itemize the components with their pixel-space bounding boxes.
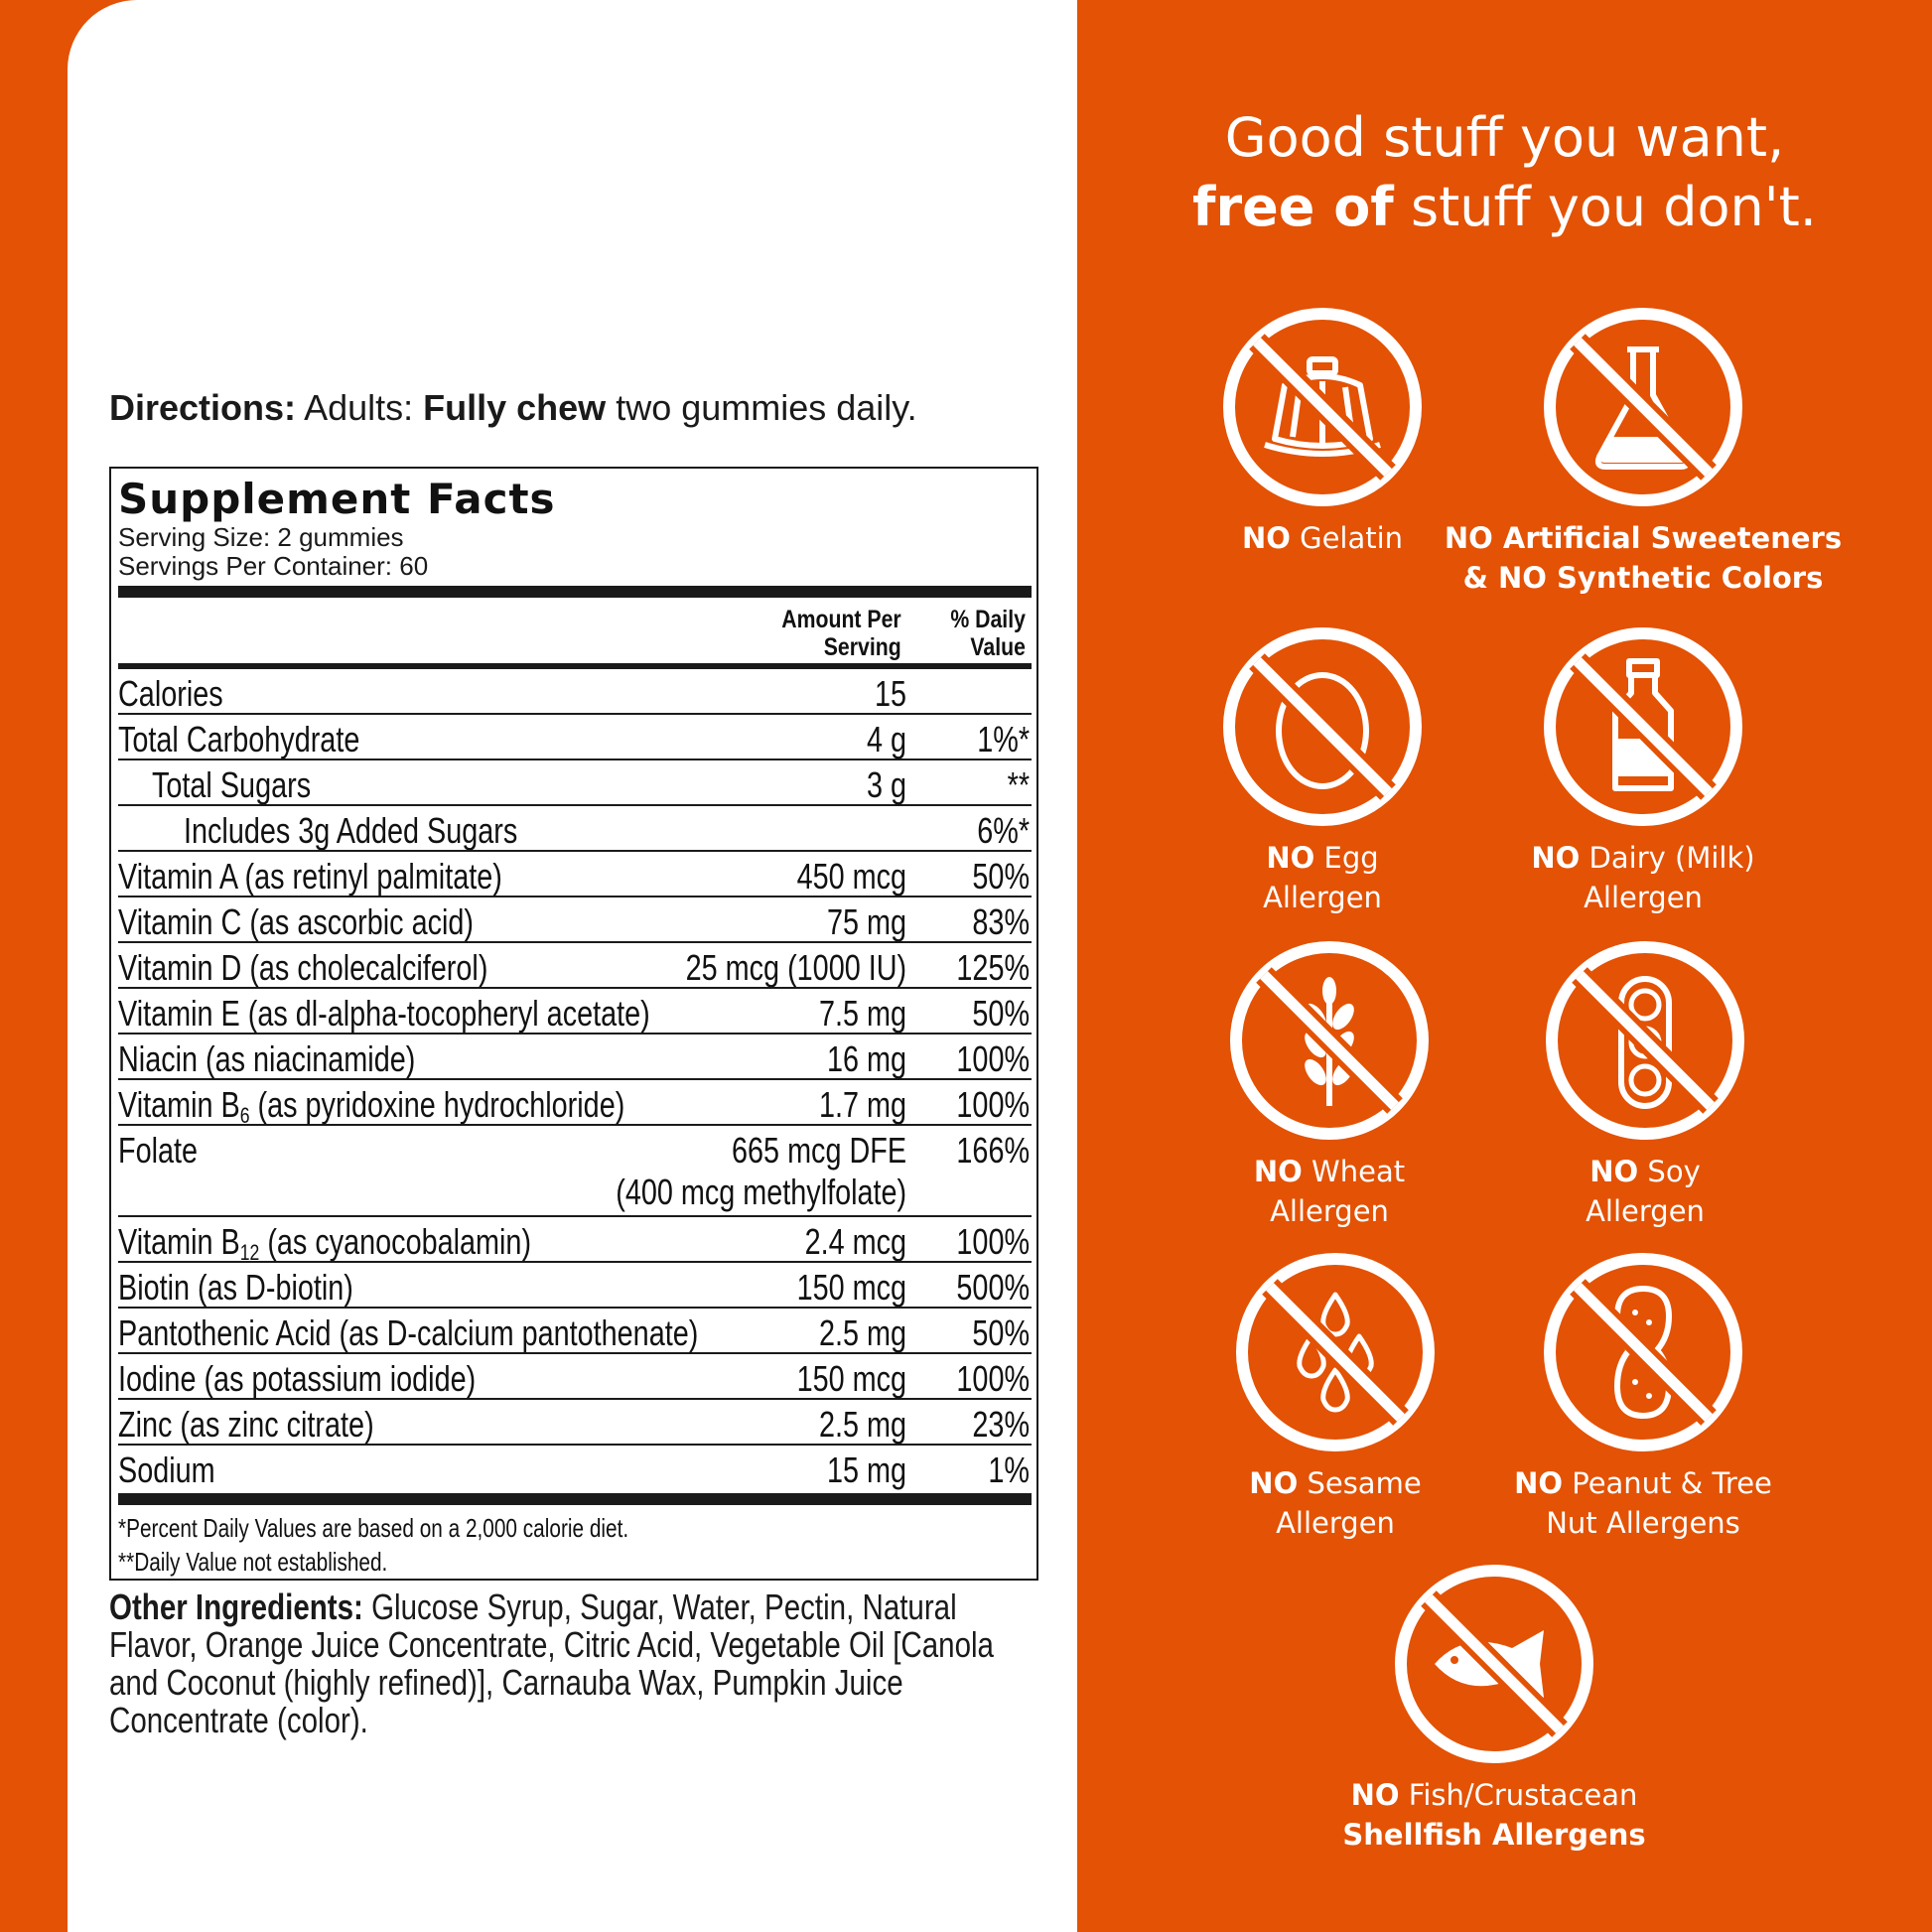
nutrient-amount: 75 mg (826, 901, 906, 942)
nutrient-name: Calories (118, 673, 223, 714)
nutrient-daily-value: 50% (972, 993, 1030, 1034)
nutrient-amount: 3 g (866, 764, 906, 805)
claim-label: NO Fish/Crustacean Shellfish Allergens (1342, 1778, 1646, 1852)
nutrient-daily-value: 500% (956, 1267, 1030, 1308)
nutrient-daily-value: 23% (972, 1404, 1030, 1445)
nutrient-daily-value: 50% (972, 856, 1030, 897)
nutrient-daily-value: ** (1007, 764, 1030, 805)
nutrient-daily-value: 125% (956, 947, 1030, 988)
nutrient-row (118, 806, 1032, 852)
claim-label: NO Artificial Sweeteners & NO Synthetic Colors (1444, 521, 1843, 595)
headline-line2: free of stuff you don't. (1192, 176, 1817, 238)
nutrient-daily-value: 83% (972, 901, 1030, 942)
wheat-icon (1230, 941, 1429, 1140)
peanut-icon (1544, 1253, 1742, 1451)
nutrient-amount: 150 mcg (796, 1267, 906, 1308)
nutrient-name: Vitamin C (as ascorbic acid) (118, 901, 474, 942)
nutrient-row (118, 669, 1032, 715)
nutrient-row (118, 1035, 1032, 1080)
nutrient-daily-value: 166% (956, 1130, 1030, 1171)
nutrient-amount: 2.5 mg (818, 1312, 906, 1353)
servings-per-container: Servings Per Container: 60 (118, 551, 429, 581)
nutrient-row (118, 1446, 1032, 1491)
soybean-icon (1546, 941, 1744, 1140)
nutrient-name: Biotin (as D-biotin) (118, 1267, 353, 1308)
nutrient-row (118, 1126, 1032, 1217)
claim-label: NO Egg Allergen (1263, 841, 1382, 914)
nutrient-name: Includes 3g Added Sugars (184, 810, 518, 851)
daily-value-header: % Daily Value (950, 606, 1026, 661)
nutrient-row (118, 1354, 1032, 1400)
nutrient-amount: 150 mcg (796, 1358, 906, 1399)
nutrient-row (118, 989, 1032, 1035)
nutrient-amount-note: (400 mcg methylfolate) (616, 1172, 906, 1212)
footnote-daily-values: *Percent Daily Values are based on a 2,000 calorie diet. (118, 1513, 629, 1543)
nutrient-row (118, 897, 1032, 943)
nutrient-name: Total Sugars (152, 764, 312, 805)
nutrient-amount: 2.5 mg (818, 1404, 906, 1445)
headline (1077, 103, 1932, 242)
other-ingredients: Other Ingredients: Glucose Syrup, Sugar, Water, Pectin, Natural Flavor, Orange Juice Concentrate, Citric Acid, Vegetable Oil [Canola and Coconut (highly refined)], Carnauba Wax, Pumpkin Juice Concentrate (color). (109, 1587, 994, 1740)
thick-divider (118, 1493, 1032, 1505)
footnote-not-established: **Daily Value not established. (118, 1547, 388, 1577)
nutrient-name: Sodium (118, 1449, 215, 1490)
egg-icon (1223, 627, 1422, 826)
nutrient-row (118, 852, 1032, 897)
claim-label: NO Soy Allergen (1586, 1155, 1705, 1228)
amount-per-serving-header: Amount Per Serving (781, 606, 901, 661)
gelatin-mold-icon (1223, 308, 1422, 506)
nutrient-daily-value: 1%* (977, 719, 1030, 759)
claim-label: NO Wheat Allergen (1253, 1155, 1406, 1228)
nutrient-daily-value: 100% (956, 1221, 1030, 1262)
nutrient-daily-value: 1% (988, 1449, 1030, 1490)
nutrient-row (118, 1309, 1032, 1354)
nutrient-row (118, 1080, 1032, 1126)
nutrient-row (118, 1263, 1032, 1309)
thick-divider (118, 586, 1032, 598)
supplement-facts-panel (109, 467, 1038, 1581)
claim-label: NO Gelatin (1241, 521, 1404, 555)
headline-line1: Good stuff you want, (1224, 106, 1785, 169)
nutrient-amount: 450 mcg (796, 856, 906, 897)
nutrient-row (118, 760, 1032, 806)
nutrient-daily-value: 100% (956, 1038, 1030, 1079)
flask-icon (1544, 308, 1742, 506)
nutrient-row (118, 943, 1032, 989)
nutrient-name: Vitamin E (as dl-alpha-tocopheryl acetate) (118, 993, 650, 1034)
nutrient-name: Total Carbohydrate (118, 719, 360, 759)
nutrient-name: Vitamin $B_6$ (as pyridoxine hydrochloride) (118, 1084, 625, 1128)
nutrient-amount: 25 mcg (1000 IU) (685, 947, 906, 988)
nutrient-amount: 4 g (866, 719, 906, 759)
nutrient-row (118, 715, 1032, 760)
nutrient-name: Vitamin A (as retinyl palmitate) (118, 856, 502, 897)
nutrient-name: Folate (118, 1130, 199, 1171)
nutrient-name: Pantothenic Acid (as D-calcium pantothenate) (118, 1312, 699, 1353)
sesame-seeds-icon (1236, 1253, 1435, 1451)
claim-label: NO Dairy (Milk) Allergen (1531, 841, 1755, 914)
fish-icon (1395, 1565, 1593, 1763)
nutrient-row (118, 1400, 1032, 1446)
nutrient-amount: 665 mcg DFE (731, 1130, 906, 1171)
nutrient-name: Iodine (as potassium iodide) (118, 1358, 477, 1399)
nutrient-name: Niacin (as niacinamide) (118, 1038, 416, 1079)
nutrient-name: Vitamin $B_{12}$ (as cyanocobalamin) (118, 1221, 532, 1265)
nutrient-daily-value: 6%* (977, 810, 1030, 851)
nutrient-daily-value: 100% (956, 1084, 1030, 1125)
nutrient-row (118, 1217, 1032, 1263)
facts-title: Supplement Facts (118, 475, 556, 523)
milk-bottle-icon (1544, 627, 1742, 826)
serving-size: Serving Size: 2 gummies (118, 522, 404, 552)
nutrient-amount: 1.7 mg (818, 1084, 906, 1125)
directions-text: Directions: Adults: Fully chew two gummies daily. (109, 387, 917, 428)
nutrient-amount: 2.4 mcg (804, 1221, 906, 1262)
nutrient-amount: 7.5 mg (818, 993, 906, 1034)
nutrient-amount: 16 mg (826, 1038, 906, 1079)
nutrient-daily-value: 100% (956, 1358, 1030, 1399)
claim-label: NO Sesame Allergen (1249, 1466, 1422, 1540)
nutrient-amount: 15 mg (826, 1449, 906, 1490)
nutrient-name: Zinc (as zinc citrate) (118, 1404, 374, 1445)
claim-label: NO Peanut & Tree Nut Allergens (1514, 1466, 1772, 1540)
nutrient-daily-value: 50% (972, 1312, 1030, 1353)
nutrient-name: Vitamin D (as cholecalciferol) (118, 947, 488, 988)
nutrient-amount: 15 (874, 673, 906, 714)
